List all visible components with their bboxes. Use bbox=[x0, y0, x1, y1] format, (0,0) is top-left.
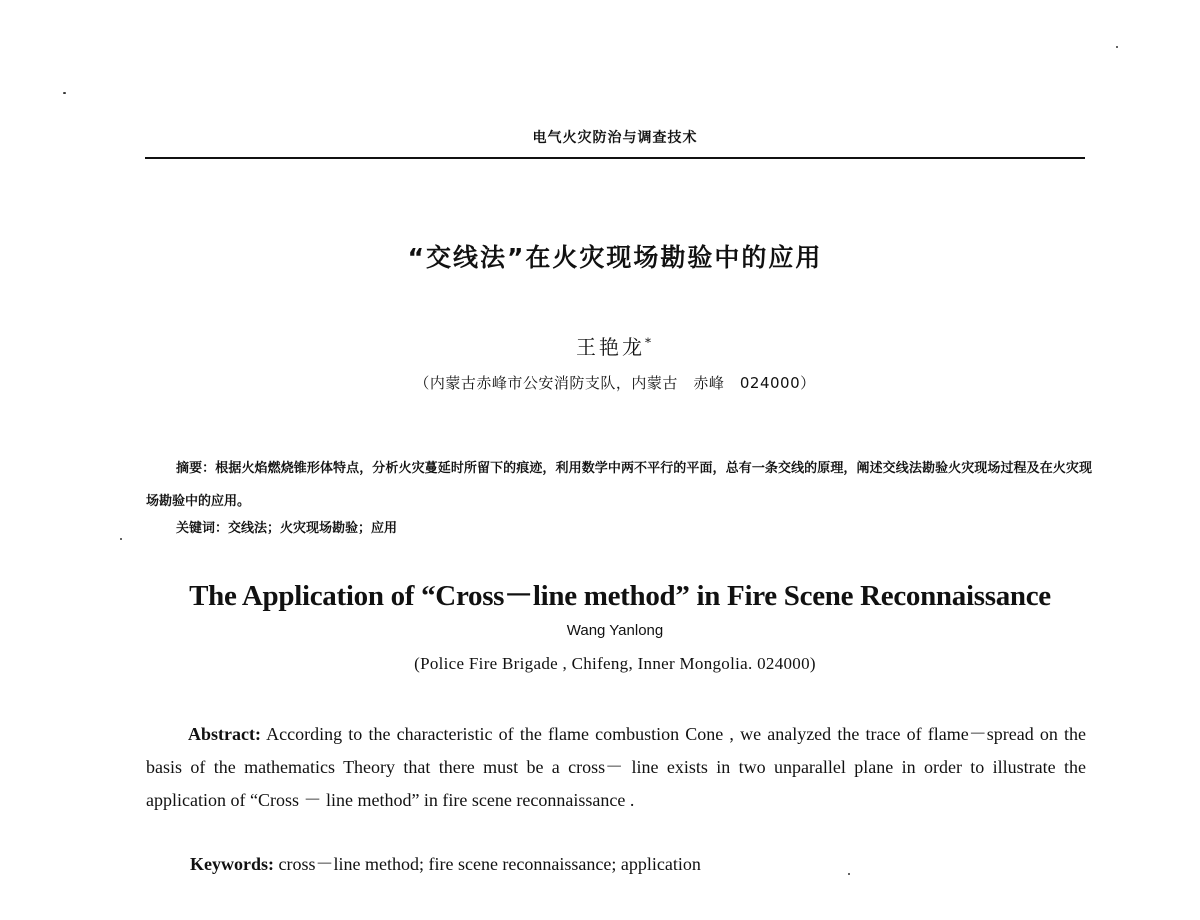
keywords-zh-label: 关键词： bbox=[176, 521, 229, 536]
keywords-en-label: Keywords: bbox=[190, 854, 274, 874]
header-rule bbox=[145, 157, 1085, 159]
author-en: Wang Yanlong bbox=[566, 622, 664, 639]
abstract-zh-label: 摘要： bbox=[176, 461, 216, 476]
scan-speck bbox=[848, 873, 850, 875]
running-header: 电气火灾防治与调查技术 bbox=[532, 130, 698, 146]
abstract-en bbox=[146, 718, 1086, 817]
scan-speck bbox=[120, 538, 122, 540]
paper-title-en: The Application of “Cross－line method” in Fire Scene Reconnaissance bbox=[189, 580, 1051, 612]
keywords-en-text: cross－line method; fire scene reconnaissance; application bbox=[278, 854, 701, 874]
author-footnote-mark: * bbox=[645, 335, 654, 350]
keywords-zh-text: 交线法；火灾现场勘验；应用 bbox=[228, 521, 398, 536]
abstract-zh bbox=[146, 452, 1092, 518]
abstract-zh-text: 根据火焰燃烧锥形体特点，分析火灾蔓延时所留下的痕迹，利用数学中两不平行的平面，总有一条交线的原理，阐述交线法勘验火灾现场过程及在火灾现场勘验中的应用。 bbox=[146, 461, 1092, 509]
author-zh bbox=[140, 331, 1090, 360]
keywords-zh bbox=[176, 517, 397, 536]
abstract-en-text: According to the characteristic of the flame combustion Cone , we analyzed the trace of flame－spread on the basis of the mathematics Theory that there must be a cross－ line exists in two unparallel plane in order to illustrate the application of “Cross － line method” in fire scene reconnaissance . bbox=[146, 724, 1086, 810]
abstract-en-label: Abstract: bbox=[188, 724, 261, 744]
affiliation-en: (Police Fire Brigade , Chifeng, Inner Mongolia. 024000) bbox=[414, 654, 816, 673]
keywords-en bbox=[190, 850, 701, 876]
author-zh-name: 王艳龙 bbox=[576, 335, 645, 359]
scan-speck bbox=[1116, 46, 1118, 48]
affiliation-zh: （内蒙古赤峰市公安消防支队，内蒙古 赤峰 024000） bbox=[414, 374, 816, 392]
scan-speck bbox=[63, 92, 66, 94]
paper-title-zh: “交线法”在火灾现场勘验中的应用 bbox=[407, 243, 823, 272]
